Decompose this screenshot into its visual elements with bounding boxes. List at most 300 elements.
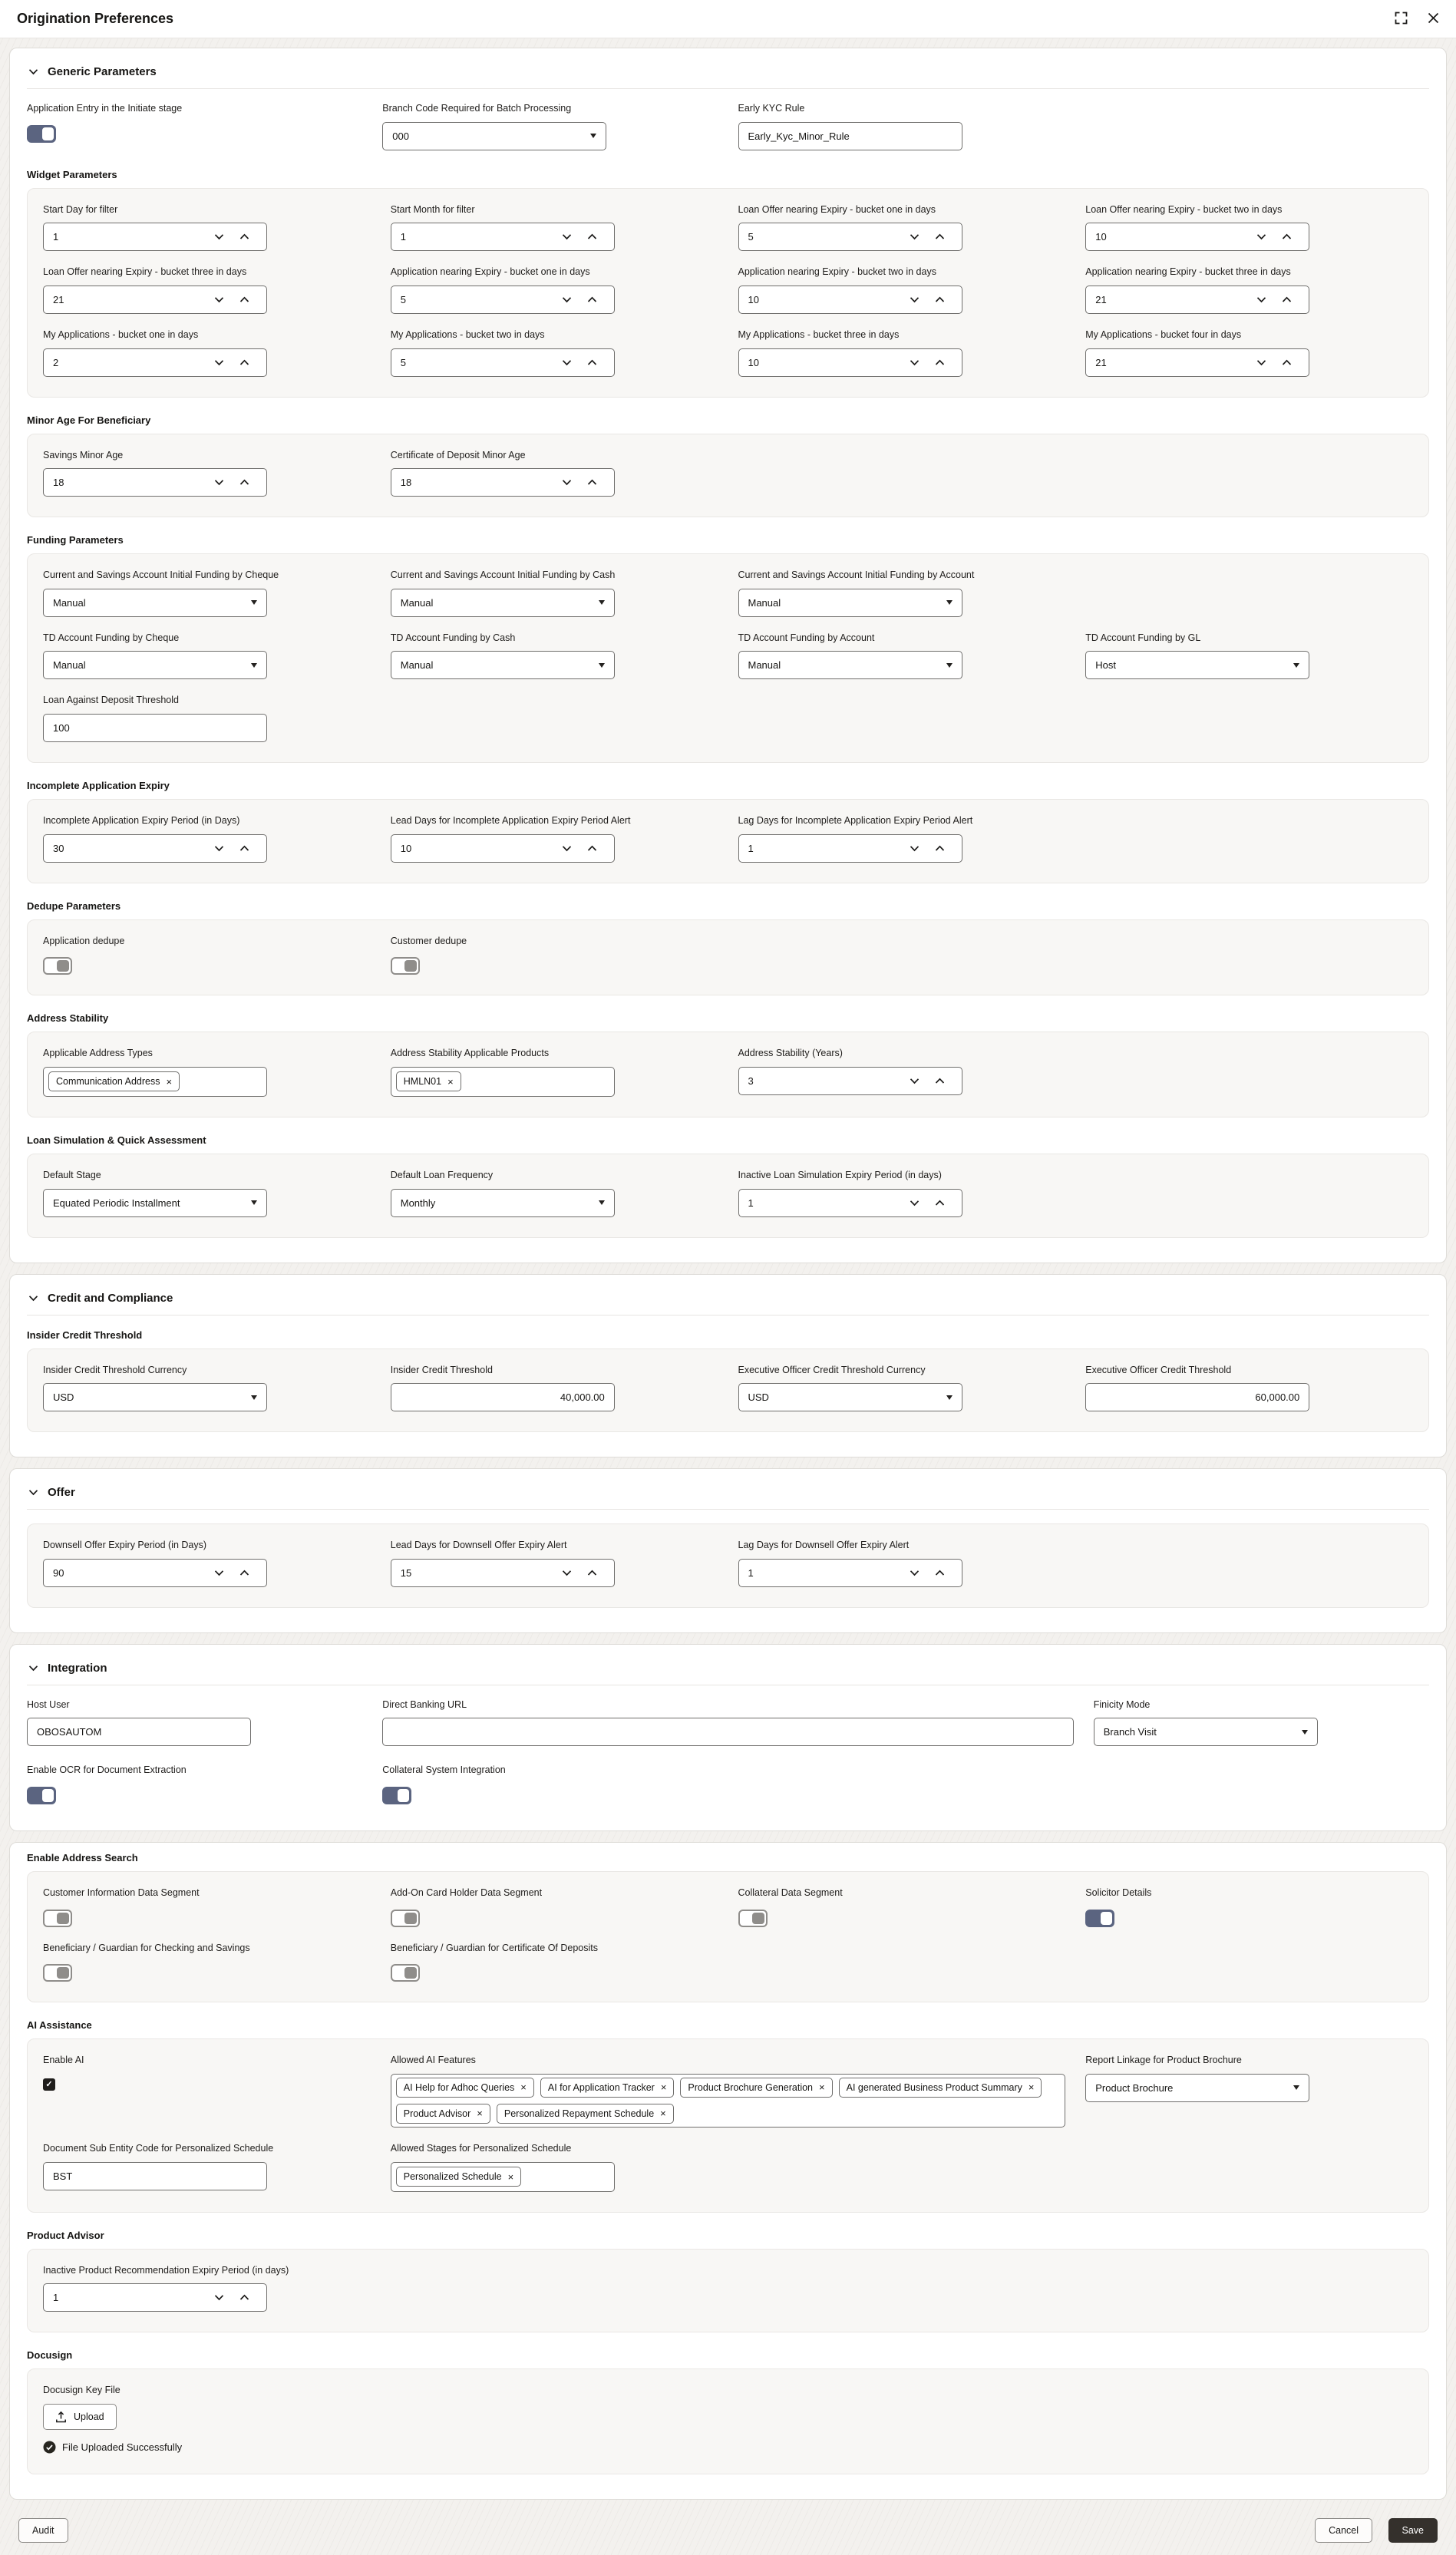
stepper-value: 18: [400, 477, 412, 489]
chip-remove-icon[interactable]: ×: [166, 1075, 173, 1088]
form-row: [43, 936, 1413, 975]
td-account-funding-by-cash-label: TD Account Funding by Cash: [390, 632, 516, 643]
toggle-knob: [404, 1913, 417, 1924]
current-and-savings-account-initial-funding-by-account-select[interactable]: [738, 589, 962, 617]
my-applications-bucket-four-in-days-increment[interactable]: [1274, 359, 1299, 366]
lag-days-for-downsell-offer-expiry-alert-label: Lag Days for Downsell Offer Expiry Alert: [738, 1540, 910, 1551]
close-icon: [1428, 12, 1439, 26]
chip-ai-for-application-tracker: [540, 2078, 675, 2098]
address-stability-years-increment[interactable]: [927, 1078, 953, 1084]
subheading-insider-credit-threshold: Insider Credit Threshold: [27, 1329, 143, 1341]
input-value: 40,000.00: [560, 1391, 605, 1404]
field-group: [27, 1032, 1429, 1117]
chevron-up-icon: [239, 845, 249, 852]
selected-value: Manual: [53, 659, 86, 672]
inactive-loan-simulation-expiry-period-in-days-stepper[interactable]: [738, 1189, 962, 1217]
dropdown-arrow-icon: [946, 663, 953, 668]
my-applications-bucket-four-in-days-stepper[interactable]: [1085, 348, 1309, 377]
chevron-up-icon: [1282, 296, 1292, 303]
chevron-up-icon: [239, 296, 249, 303]
stepper-value: 5: [748, 231, 754, 243]
chip-label: AI generated Business Product Summary: [846, 2081, 1022, 2093]
field-group: [27, 1348, 1429, 1433]
executive-officer-credit-threshold-currency-select[interactable]: [738, 1383, 962, 1411]
my-applications-bucket-one-in-days-stepper[interactable]: [43, 348, 267, 377]
field-application-entry-in-the-initiate-stage: [27, 103, 362, 150]
form-row: [43, 2385, 1413, 2454]
field-group: [27, 919, 1429, 996]
subheading-product-advisor: Product Advisor: [27, 2229, 104, 2241]
field-applicable-address-types: [43, 1048, 371, 1097]
chevron-down-icon: [910, 296, 919, 303]
application-nearing-expiry-bucket-two-in-days-increment[interactable]: [927, 296, 953, 303]
dropdown-arrow-icon: [599, 600, 605, 605]
field-group: [27, 1523, 1429, 1608]
subheading-minor-age-for-beneficiary: Minor Age For Beneficiary: [27, 414, 151, 426]
application-nearing-expiry-bucket-one-in-days-increment[interactable]: [579, 296, 605, 303]
chevron-down-icon: [910, 233, 919, 240]
loan-offer-nearing-expiry-bucket-two-in-days-increment[interactable]: [1274, 233, 1299, 240]
certificate-of-deposit-minor-age-stepper[interactable]: [391, 468, 615, 497]
certificate-of-deposit-minor-age-decrement[interactable]: [554, 479, 579, 486]
field-area: [27, 103, 1429, 150]
savings-minor-age-label: Savings Minor Age: [43, 449, 124, 460]
customer-dedupe-toggle[interactable]: [391, 957, 420, 975]
lead-days-for-incomplete-application-expiry-period-alert-decrement[interactable]: [554, 845, 579, 852]
loan-offer-nearing-expiry-bucket-three-in-days-decrement[interactable]: [206, 296, 232, 303]
allowed-ai-features-chipbox[interactable]: [391, 2074, 1066, 2128]
chevron-down-icon: [214, 233, 224, 240]
early-kyc-rule-input[interactable]: [738, 122, 962, 150]
current-and-savings-account-initial-funding-by-cheque-select[interactable]: [43, 589, 267, 617]
inactive-product-recommendation-expiry-period-in-days-decrement[interactable]: [206, 2294, 232, 2301]
application-nearing-expiry-bucket-three-in-days-decrement[interactable]: [1249, 296, 1274, 303]
dropdown-arrow-icon: [251, 1395, 257, 1400]
td-account-funding-by-account-select[interactable]: [738, 651, 962, 679]
form-row: [43, 569, 1413, 617]
field-current-and-savings-account-initial-funding-by-cash: [391, 569, 718, 617]
footer-right-actions: [1315, 2518, 1438, 2543]
form-row: [43, 695, 1413, 742]
chip-remove-icon[interactable]: ×: [660, 2081, 667, 2094]
stepper-value: 1: [748, 842, 754, 854]
executive-officer-credit-threshold-label: Executive Officer Credit Threshold: [1085, 1364, 1232, 1375]
savings-minor-age-stepper[interactable]: [43, 468, 267, 497]
toggle-knob: [42, 1789, 54, 1802]
address-stability-applicable-products-chipbox[interactable]: [391, 1067, 615, 1097]
inactive-product-recommendation-expiry-period-in-days-label: Inactive Product Recommendation Expiry Period (in days): [43, 2264, 289, 2276]
subheading-ai-assistance: AI Assistance: [27, 2019, 92, 2032]
application-entry-in-the-initiate-stage-toggle[interactable]: [27, 125, 56, 143]
field-application-dedupe: [43, 936, 371, 975]
add-on-card-holder-data-segment-toggle[interactable]: [391, 1910, 420, 1927]
stepper-value: 90: [53, 1566, 64, 1579]
lag-days-for-downsell-offer-expiry-alert-decrement[interactable]: [902, 1570, 927, 1576]
field-insider-credit-threshold-currency: [43, 1365, 371, 1412]
dropdown-arrow-icon: [599, 663, 605, 668]
executive-officer-credit-threshold-input[interactable]: [1085, 1383, 1309, 1411]
selected-value: USD: [748, 1391, 769, 1404]
report-linkage-for-product-brochure-select[interactable]: [1085, 2074, 1309, 2102]
field-loan-against-deposit-threshold: [43, 695, 371, 742]
field-report-linkage-for-product-brochure: [1085, 2055, 1413, 2128]
chip-product-brochure-generation: [680, 2078, 832, 2098]
card-additional-settings: [9, 1842, 1447, 2500]
inactive-loan-simulation-expiry-period-in-days-increment[interactable]: [927, 1200, 953, 1207]
field-group: [27, 799, 1429, 883]
form-row: [43, 2055, 1413, 2128]
chip-remove-icon[interactable]: ×: [507, 2170, 514, 2183]
loan-offer-nearing-expiry-bucket-one-in-days-stepper[interactable]: [738, 223, 962, 251]
my-applications-bucket-one-in-days-increment[interactable]: [232, 359, 257, 366]
lag-days-for-incomplete-application-expiry-period-alert-stepper[interactable]: [738, 834, 962, 863]
stepper-value: 10: [1095, 231, 1107, 243]
selected-value: Manual: [400, 659, 434, 672]
lag-days-for-incomplete-application-expiry-period-alert-decrement[interactable]: [902, 845, 927, 852]
stepper-value: 1: [748, 1197, 754, 1209]
field-area: [27, 1699, 1429, 1804]
my-applications-bucket-three-in-days-increment[interactable]: [927, 359, 953, 366]
close-button[interactable]: [1428, 12, 1439, 26]
field-inactive-loan-simulation-expiry-period-in-days: [738, 1170, 1066, 1217]
field-loan-offer-nearing-expiry-bucket-two-in-days: [1085, 204, 1413, 252]
solicitor-details-label: Solicitor Details: [1085, 1887, 1152, 1898]
application-nearing-expiry-bucket-two-in-days-decrement[interactable]: [902, 296, 927, 303]
chip-label: HMLN01: [403, 1076, 442, 1088]
chevron-up-icon: [587, 1570, 597, 1576]
field-document-sub-entity-code-for-personalized-schedule: [43, 2143, 371, 2192]
lead-days-for-incomplete-application-expiry-period-alert-label: Lead Days for Incomplete Application Expiry Period Alert: [390, 815, 631, 826]
my-applications-bucket-two-in-days-increment[interactable]: [579, 359, 605, 366]
inactive-loan-simulation-expiry-period-in-days-decrement[interactable]: [902, 1200, 927, 1207]
host-user-input[interactable]: [27, 1718, 251, 1746]
chevron-up-icon: [239, 1570, 249, 1576]
subheading-widget-parameters: Widget Parameters: [27, 168, 117, 180]
finicity-mode-select[interactable]: [1094, 1718, 1318, 1746]
selected-value: Manual: [748, 659, 781, 672]
chip-label: Communication Address: [56, 1076, 160, 1088]
field-savings-minor-age: [43, 450, 371, 497]
lead-days-for-downsell-offer-expiry-alert-decrement[interactable]: [554, 1570, 579, 1576]
stepper-value: 1: [53, 2292, 59, 2304]
loan-offer-nearing-expiry-bucket-two-in-days-stepper[interactable]: [1085, 223, 1309, 251]
collateral-data-segment-label: Collateral Data Segment: [738, 1887, 843, 1898]
certificate-of-deposit-minor-age-increment[interactable]: [579, 479, 605, 486]
field-my-applications-bucket-two-in-days: [391, 329, 718, 377]
dropdown-arrow-icon: [251, 1200, 257, 1205]
customer-information-data-segment-label: Customer Information Data Segment: [43, 1887, 200, 1898]
field-group: [27, 188, 1429, 398]
field-application-nearing-expiry-bucket-one-in-days: [391, 266, 718, 314]
section-header-credit-and-compliance[interactable]: [27, 1281, 1429, 1315]
footer-actions: [9, 2510, 1447, 2555]
loan-offer-nearing-expiry-bucket-two-in-days-label: Loan Offer nearing Expiry - bucket two in days: [1085, 203, 1283, 215]
my-applications-bucket-two-in-days-decrement[interactable]: [554, 359, 579, 366]
dropdown-arrow-icon: [946, 600, 953, 605]
td-account-funding-by-gl-select[interactable]: [1085, 651, 1309, 679]
upload-button[interactable]: [43, 2404, 117, 2430]
dropdown-arrow-icon: [251, 663, 257, 668]
customer-information-data-segment-toggle[interactable]: [43, 1910, 72, 1927]
chevron-down-icon: [562, 359, 572, 366]
form-row: [43, 2143, 1413, 2192]
chip-label: Personalized Repayment Schedule: [503, 2108, 655, 2119]
collateral-system-integration-toggle[interactable]: [382, 1787, 411, 1804]
chip-remove-icon[interactable]: ×: [660, 2108, 666, 2120]
inactive-product-recommendation-expiry-period-in-days-increment[interactable]: [232, 2294, 257, 2301]
section-header-generic-parameters[interactable]: [27, 54, 1429, 89]
selected-value: USD: [53, 1391, 74, 1404]
my-applications-bucket-three-in-days-decrement[interactable]: [902, 359, 927, 366]
savings-minor-age-decrement[interactable]: [206, 479, 232, 486]
input-value: 60,000.00: [1255, 1391, 1300, 1404]
lead-days-for-incomplete-application-expiry-period-alert-stepper[interactable]: [391, 834, 615, 863]
field-current-and-savings-account-initial-funding-by-cheque: [43, 569, 371, 617]
td-account-funding-by-cash-select[interactable]: [391, 651, 615, 679]
allowed-ai-features-label: Allowed AI Features: [390, 2055, 476, 2066]
direct-banking-url-input[interactable]: [382, 1718, 1074, 1746]
loan-offer-nearing-expiry-bucket-one-in-days-decrement[interactable]: [902, 233, 927, 240]
field-my-applications-bucket-one-in-days: [43, 329, 371, 377]
chip-remove-icon[interactable]: ×: [1028, 2081, 1035, 2094]
stepper-value: 1: [53, 231, 59, 243]
dropdown-arrow-icon: [590, 134, 596, 138]
form-row: [27, 1764, 1429, 1804]
enable-ocr-for-document-extraction-toggle[interactable]: [27, 1787, 56, 1804]
start-month-for-filter-label: Start Month for filter: [390, 203, 475, 215]
chip-label: AI Help for Adhoc Queries: [403, 2081, 515, 2093]
field-group: [27, 2249, 1429, 2333]
form-row: [43, 1048, 1413, 1097]
chevron-up-icon: [587, 359, 597, 366]
lead-days-for-downsell-offer-expiry-alert-stepper[interactable]: [391, 1559, 615, 1587]
chip-product-advisor: [396, 2104, 490, 2124]
field-loan-offer-nearing-expiry-bucket-three-in-days: [43, 266, 371, 314]
lag-days-for-downsell-offer-expiry-alert-increment[interactable]: [927, 1570, 953, 1576]
field-host-user: [27, 1699, 362, 1747]
my-applications-bucket-three-in-days-stepper[interactable]: [738, 348, 962, 377]
field-allowed-ai-features: [391, 2055, 1066, 2128]
toggle-knob: [57, 1967, 69, 1979]
inactive-loan-simulation-expiry-period-in-days-label: Inactive Loan Simulation Expiry Period (in days): [738, 1169, 942, 1180]
address-stability-years-decrement[interactable]: [902, 1078, 927, 1084]
chevron-down-icon: [562, 479, 572, 486]
enable-ocr-for-document-extraction-label: Enable OCR for Document Extraction: [27, 1764, 187, 1776]
incomplete-application-expiry-period-in-days-increment[interactable]: [232, 845, 257, 852]
document-sub-entity-code-for-personalized-schedule-label: Document Sub Entity Code for Personalized Schedule: [43, 2142, 274, 2154]
stepper-value: 21: [53, 293, 64, 305]
start-day-for-filter-decrement[interactable]: [206, 233, 232, 240]
solicitor-details-toggle[interactable]: [1085, 1910, 1114, 1927]
customer-dedupe-label: Customer dedupe: [390, 935, 467, 946]
address-stability-years-stepper[interactable]: [738, 1067, 962, 1095]
beneficiary-guardian-for-checking-and-savings-label: Beneficiary / Guardian for Checking and Savings: [43, 1942, 250, 1953]
upload-button-label: Upload: [74, 2411, 104, 2422]
stepper-value: 21: [1095, 293, 1107, 305]
application-nearing-expiry-bucket-three-in-days-stepper[interactable]: [1085, 286, 1309, 314]
expand-button[interactable]: [1395, 12, 1408, 27]
branch-code-required-for-batch-processing-select[interactable]: [382, 122, 606, 150]
downsell-offer-expiry-period-in-days-stepper[interactable]: [43, 1559, 267, 1587]
td-account-funding-by-cheque-label: TD Account Funding by Cheque: [43, 632, 180, 643]
chevron-up-icon: [587, 845, 597, 852]
section-header-integration[interactable]: [27, 1651, 1429, 1685]
lag-days-for-incomplete-application-expiry-period-alert-increment[interactable]: [927, 845, 953, 852]
td-account-funding-by-gl-label: TD Account Funding by GL: [1085, 632, 1201, 643]
beneficiary-guardian-for-certificate-of-deposits-toggle[interactable]: [391, 1964, 420, 1982]
field-td-account-funding-by-account: [738, 632, 1066, 680]
input-value: 100: [53, 722, 70, 734]
field-current-and-savings-account-initial-funding-by-account: [738, 569, 1066, 617]
stepper-value: 1: [400, 231, 406, 243]
selected-value: Equated Periodic Installment: [53, 1197, 180, 1209]
td-account-funding-by-cheque-select[interactable]: [43, 651, 267, 679]
loan-against-deposit-threshold-input[interactable]: [43, 714, 267, 742]
card-generic-parameters: [9, 48, 1447, 1263]
subheading-address-stability: Address Stability: [27, 1012, 109, 1025]
default-stage-label: Default Stage: [43, 1169, 101, 1180]
default-stage-select[interactable]: [43, 1189, 267, 1217]
report-linkage-for-product-brochure-label: Report Linkage for Product Brochure: [1085, 2055, 1242, 2066]
field-downsell-offer-expiry-period-in-days: [43, 1540, 371, 1587]
loan-offer-nearing-expiry-bucket-two-in-days-decrement[interactable]: [1249, 233, 1274, 240]
card-integration: [9, 1644, 1447, 1831]
my-applications-bucket-two-in-days-stepper[interactable]: [391, 348, 615, 377]
field-group: [27, 434, 1429, 518]
chevron-down-icon: [28, 1489, 38, 1496]
inactive-product-recommendation-expiry-period-in-days-stepper[interactable]: [43, 2283, 267, 2312]
loan-offer-nearing-expiry-bucket-three-in-days-increment[interactable]: [232, 296, 257, 303]
application-nearing-expiry-bucket-two-in-days-stepper[interactable]: [738, 286, 962, 314]
section-title: Credit and Compliance: [48, 1291, 173, 1305]
chip-remove-icon[interactable]: ×: [520, 2081, 527, 2094]
start-day-for-filter-increment[interactable]: [232, 233, 257, 240]
chevron-down-icon: [214, 1570, 224, 1576]
chip-personalized-repayment-schedule: [497, 2104, 674, 2124]
section-header-offer[interactable]: [27, 1475, 1429, 1510]
chevron-up-icon: [935, 1200, 945, 1207]
address-stability-applicable-products-label: Address Stability Applicable Products: [390, 1048, 550, 1059]
stepper-value: 2: [53, 356, 59, 368]
selected-value: Host: [1095, 659, 1116, 672]
savings-minor-age-increment[interactable]: [232, 479, 257, 486]
insider-credit-threshold-input[interactable]: [391, 1383, 615, 1411]
incomplete-application-expiry-period-in-days-stepper[interactable]: [43, 834, 267, 863]
field-lead-days-for-downsell-offer-expiry-alert: [391, 1540, 718, 1587]
application-nearing-expiry-bucket-one-in-days-label: Application nearing Expiry - bucket one in days: [390, 266, 590, 278]
field-solicitor-details: [1085, 1887, 1413, 1927]
field-early-kyc-rule: [738, 103, 1074, 150]
chevron-down-icon: [214, 479, 224, 486]
insider-credit-threshold-currency-select[interactable]: [43, 1383, 267, 1411]
my-applications-bucket-one-in-days-decrement[interactable]: [206, 359, 232, 366]
chevron-up-icon: [935, 845, 945, 852]
application-nearing-expiry-bucket-two-in-days-label: Application nearing Expiry - bucket two in days: [738, 266, 936, 278]
section-title: Offer: [48, 1486, 75, 1500]
upload-status-text: File Uploaded Successfully: [62, 2441, 183, 2453]
field-loan-offer-nearing-expiry-bucket-one-in-days: [738, 204, 1066, 252]
chevron-down-icon: [562, 296, 572, 303]
dropdown-arrow-icon: [1293, 2085, 1299, 2090]
stepper-value: 3: [748, 1074, 754, 1087]
start-day-for-filter-stepper[interactable]: [43, 223, 267, 251]
stepper-value: 5: [400, 293, 406, 305]
enable-ai-checkbox[interactable]: ✓: [43, 2078, 55, 2091]
start-month-for-filter-stepper[interactable]: [391, 223, 615, 251]
loan-offer-nearing-expiry-bucket-one-in-days-increment[interactable]: [927, 233, 953, 240]
field-certificate-of-deposit-minor-age: [391, 450, 718, 497]
early-kyc-rule-label: Early KYC Rule: [738, 103, 805, 114]
selected-value: Manual: [748, 596, 781, 609]
start-month-for-filter-increment[interactable]: [579, 233, 605, 240]
current-and-savings-account-initial-funding-by-cash-select[interactable]: [391, 589, 615, 617]
chip-remove-icon[interactable]: ×: [477, 2108, 483, 2120]
field-enable-ocr-for-document-extraction: [27, 1764, 362, 1804]
my-applications-bucket-four-in-days-decrement[interactable]: [1249, 359, 1274, 366]
chevron-down-icon: [562, 233, 572, 240]
audit-button[interactable]: Audit: [18, 2518, 68, 2543]
chip-communication-address: [48, 1071, 180, 1091]
field-application-nearing-expiry-bucket-two-in-days: [738, 266, 1066, 314]
form-row: [43, 329, 1413, 377]
default-loan-frequency-label: Default Loan Frequency: [390, 1169, 494, 1180]
application-nearing-expiry-bucket-one-in-days-stepper[interactable]: [391, 286, 615, 314]
titlebar-actions: [1395, 12, 1439, 27]
toggle-knob: [42, 127, 54, 140]
application-nearing-expiry-bucket-one-in-days-decrement[interactable]: [554, 296, 579, 303]
cancel-button[interactable]: Cancel: [1315, 2518, 1372, 2543]
collateral-data-segment-toggle[interactable]: [738, 1910, 768, 1927]
subheading-docusign: Docusign: [27, 2349, 73, 2362]
upload-icon: [55, 2411, 67, 2423]
chip-remove-icon[interactable]: ×: [819, 2081, 825, 2094]
start-month-for-filter-decrement[interactable]: [554, 233, 579, 240]
chevron-up-icon: [239, 359, 249, 366]
lead-days-for-incomplete-application-expiry-period-alert-increment[interactable]: [579, 845, 605, 852]
chevron-up-icon: [239, 2294, 249, 2301]
application-nearing-expiry-bucket-three-in-days-increment[interactable]: [1274, 296, 1299, 303]
chevron-down-icon: [562, 845, 572, 852]
document-sub-entity-code-for-personalized-schedule-input[interactable]: [43, 2162, 267, 2190]
toggle-knob: [1101, 1912, 1112, 1925]
chevron-down-icon: [28, 1295, 38, 1302]
direct-banking-url-label: Direct Banking URL: [382, 1698, 467, 1710]
application-dedupe-toggle[interactable]: [43, 957, 72, 975]
field-finicity-mode: [1094, 1699, 1429, 1747]
beneficiary-guardian-for-checking-and-savings-toggle[interactable]: [43, 1964, 72, 1982]
toggle-knob: [57, 960, 69, 972]
allowed-stages-for-personalized-schedule-label: Allowed Stages for Personalized Schedule: [390, 2142, 572, 2154]
applicable-address-types-chipbox[interactable]: [43, 1067, 267, 1097]
allowed-stages-for-personalized-schedule-chipbox[interactable]: [391, 2162, 615, 2192]
lag-days-for-downsell-offer-expiry-alert-stepper[interactable]: [738, 1559, 962, 1587]
lead-days-for-downsell-offer-expiry-alert-increment[interactable]: [579, 1570, 605, 1576]
stepper-value: 21: [1095, 356, 1107, 368]
chevron-down-icon: [214, 359, 224, 366]
chip-remove-icon[interactable]: ×: [447, 1075, 454, 1088]
default-loan-frequency-select[interactable]: [391, 1189, 615, 1217]
selected-value: 000: [392, 130, 409, 142]
chip-ai-help-for-adhoc-queries: [396, 2078, 534, 2098]
field-application-nearing-expiry-bucket-three-in-days: [1085, 266, 1413, 314]
incomplete-application-expiry-period-in-days-decrement[interactable]: [206, 845, 232, 852]
save-button[interactable]: Save: [1388, 2518, 1438, 2543]
downsell-offer-expiry-period-in-days-decrement[interactable]: [206, 1570, 232, 1576]
stepper-value: 1: [748, 1566, 754, 1579]
loan-offer-nearing-expiry-bucket-three-in-days-stepper[interactable]: [43, 286, 267, 314]
chip-label: AI for Application Tracker: [547, 2081, 655, 2093]
downsell-offer-expiry-period-in-days-increment[interactable]: [232, 1570, 257, 1576]
